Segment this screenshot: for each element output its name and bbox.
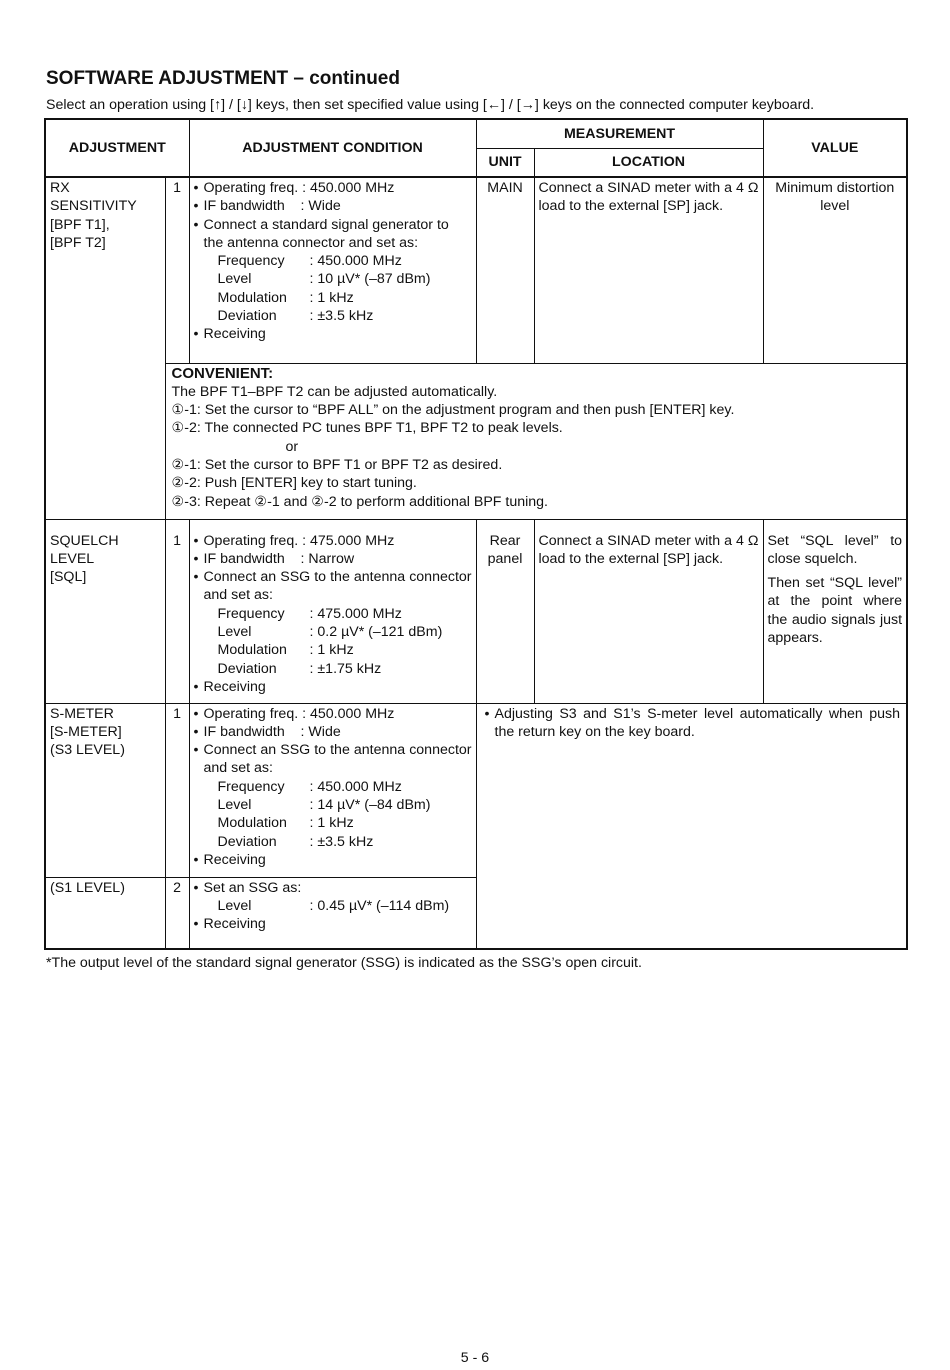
setting-level: Level : 10 µV* (–87 dBm) [217, 271, 431, 288]
list-item: • Adjusting S3 and S1’s S-meter level automatically when push the return key on the key board. [485, 705, 901, 742]
convenient-title: CONVENIENT: [171, 364, 274, 382]
setting-frequency: Frequency : 450.000 MHz [217, 778, 402, 795]
setting-deviation: Deviation : ±1.75 kHz [217, 660, 382, 677]
s-meter-note [476, 703, 907, 949]
setting-level: Level : 0.2 µV* (–121 dBm) [217, 623, 443, 640]
convenient-note: CONVENIENT: The BPF T1–BPF T2 can be adjusted automatically. ①-1: Set the cursor to “BPF ALL” on the adjustment program and then push [ENTER] key. ①-2: The connected PC tunes BPF T1, BPF T2 to peak levels. or ②-1: Set the cursor to BPF T1 or BPF T2 as desired. ②-2: Push [ENTER] key to start tuning. ②-3: Repeat ②-1 and ②-2 to perform additional BPF tuning. [165, 363, 907, 519]
list-item: • IF bandwidth : Wide [194, 197, 472, 215]
convenient-row [45, 363, 907, 519]
page-title: SOFTWARE ADJUSTMENT – continued [46, 68, 400, 89]
setting-modulation: Modulation : 1 kHz [217, 815, 354, 832]
header-unit: UNIT [476, 148, 534, 177]
list-item: • Operating freq. : 450.000 MHz [194, 179, 472, 197]
list-item: • Receiving [194, 325, 472, 343]
list-item: • Receiving [194, 851, 472, 869]
list-item: • Operating freq. : 450.000 MHz [194, 705, 472, 723]
sql-unit: Rear panel [476, 519, 534, 703]
list-item: • IF bandwidth : Wide [194, 723, 472, 741]
list-item: • Connect a standard signal generator to the antenna connector and set as: [194, 216, 472, 253]
setting-modulation: Modulation : 1 kHz [217, 289, 354, 306]
sql-condition [189, 519, 476, 703]
rx-location: Connect a SINAD meter with a 4 Ω load to the external [SP] jack. [534, 177, 763, 363]
footnote: *The output level of the standard signal generator (SSG) is indicated as the SSG’s open circuit. [46, 955, 642, 971]
sql-step-number: 1 [165, 519, 189, 703]
s1-level-name: (S1 LEVEL) [45, 877, 165, 949]
list-item: • Connect an SSG to the antenna connector and set as: [194, 741, 472, 778]
list-item: • Operating freq. : 475.000 MHz [194, 532, 472, 550]
setting-deviation: Deviation : ±3.5 kHz [217, 833, 374, 850]
header-location: LOCATION [534, 148, 763, 177]
list-item: • Connect an SSG to the antenna connector and set as: [194, 568, 472, 605]
table-row-s-meter-s3 [45, 703, 907, 877]
setting-frequency: Frequency : 475.000 MHz [217, 605, 402, 622]
page-subtitle: Select an operation using [↑] / [↓] keys, then set specified value using [←] / [→] keys on the connected computer keyboard. [46, 97, 815, 113]
s1-condition [189, 877, 476, 949]
table-row-squelch-level [45, 519, 907, 703]
s1-step-number: 2 [165, 877, 189, 949]
page-number: 5 - 6 [460, 1350, 490, 1366]
header-adjustment: ADJUSTMENT [45, 119, 189, 177]
list-item: • Set an SSG as: [194, 879, 472, 897]
s3-condition [189, 703, 476, 877]
adjustment-table [44, 118, 908, 950]
s-meter-name: S-METER [S-METER] (S3 LEVEL) [45, 703, 165, 877]
rx-condition [189, 177, 476, 363]
s3-step-number: 1 [165, 703, 189, 877]
header-value: VALUE [763, 119, 907, 177]
sql-location: Connect a SINAD meter with a 4 Ω load to the external [SP] jack. [534, 519, 763, 703]
rx-value: Minimum distortion level [763, 177, 907, 363]
squelch-level-name: SQUELCH LEVEL [SQL] [45, 519, 165, 703]
setting-frequency: Frequency : 450.000 MHz [217, 253, 402, 270]
setting-level: Level : 14 µV* (–84 dBm) [217, 796, 431, 813]
header-adjustment-condition: ADJUSTMENT CONDITION [189, 119, 476, 177]
list-item: • Receiving [194, 678, 472, 696]
setting-modulation: Modulation : 1 kHz [217, 642, 354, 659]
rx-step-number: 1 [165, 177, 189, 363]
table-row-rx-sensitivity [45, 177, 907, 363]
setting-level: Level : 0.45 µV* (–114 dBm) [217, 897, 450, 914]
header-measurement: MEASUREMENT [476, 119, 763, 148]
rx-sensitivity-name: RX SENSITIVITY [BPF T1], [BPF T2] [45, 177, 165, 519]
list-item: • Receiving [194, 915, 472, 933]
setting-deviation: Deviation : ±3.5 kHz [217, 308, 374, 325]
list-item: • IF bandwidth : Narrow [194, 550, 472, 568]
rx-unit: MAIN [476, 177, 534, 363]
sql-value: Set “SQL level” to close squelch. Then set “SQL level” at the point where the audio signals just appears. [763, 519, 907, 703]
